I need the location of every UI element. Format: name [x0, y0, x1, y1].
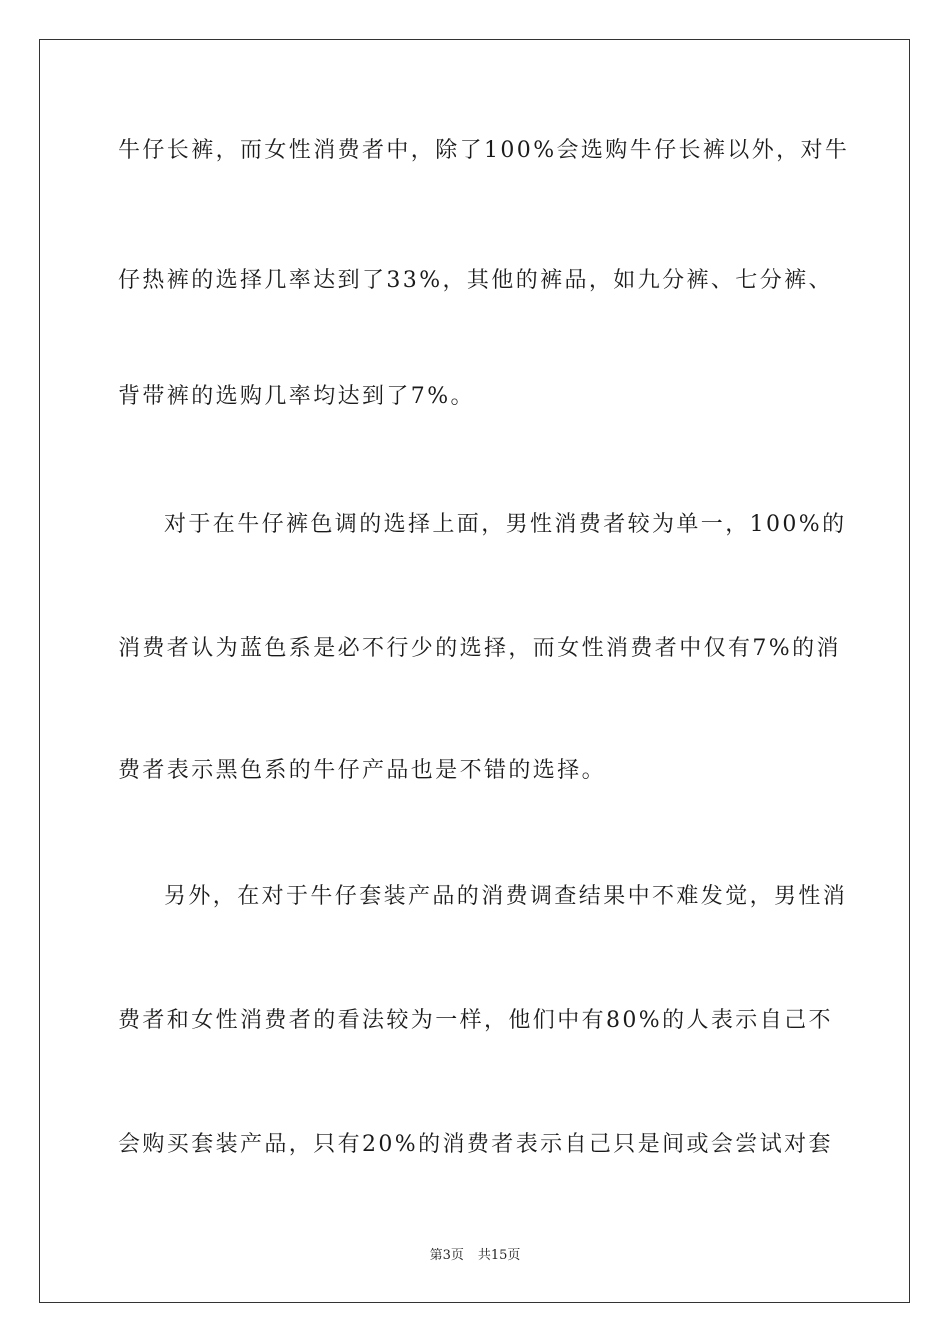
paragraph-line: 费者和女性消费者的看法较为一样，他们中有80%的人表示自己不 — [118, 1008, 833, 1033]
paragraph-line: 消费者认为蓝色系是必不行少的选择，而女性消费者中仅有7%的消 — [118, 636, 841, 661]
page-number: 第3页 — [429, 1248, 464, 1263]
paragraph-line: 背带裤的选购几率均达到了7%。 — [118, 384, 475, 409]
paragraph-line: 牛仔长裤，而女性消费者中，除了100%会选购牛仔长裤以外，对牛 — [118, 138, 850, 163]
paragraph-line: 费者表示黑色系的牛仔产品也是不错的选择。 — [118, 758, 607, 783]
paragraph-line: 会购买套装产品，只有20%的消费者表示自己只是间或会尝试对套 — [118, 1132, 833, 1157]
page-total: 共15页 — [477, 1248, 521, 1263]
page-footer — [0, 1247, 950, 1265]
paragraph-line: 对于在牛仔裤色调的选择上面，男性消费者较为单一，100%的 — [164, 512, 847, 537]
paragraph-line: 仔热裤的选择几率达到了33%，其他的裤品，如九分裤、七分裤、 — [118, 268, 833, 293]
paragraph-line: 另外，在对于牛仔套装产品的消费调查结果中不难发觉，男性消 — [164, 884, 848, 909]
page-border — [39, 39, 910, 1303]
